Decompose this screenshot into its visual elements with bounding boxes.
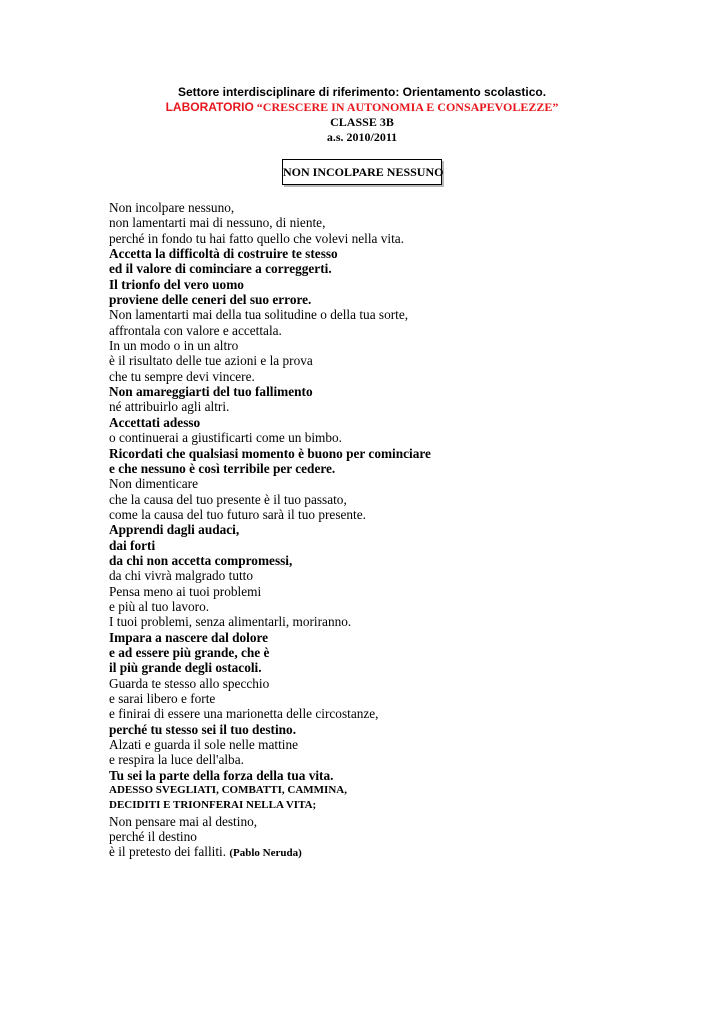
poem-line: Non incolpare nessuno, [109, 200, 235, 215]
poem-line: o continuerai a giustificarti come un bimbo. [109, 430, 343, 446]
poem-line: proviene delle ceneri del suo errore. [109, 292, 312, 308]
poem-body [109, 200, 709, 860]
poem-line: e che nessuno è così terribile per cedere. [109, 460, 336, 476]
poem-line: e finirai di essere una marionetta delle circostanze, [109, 706, 379, 722]
poem-line: ed il valore di cominciare a correggerti. [109, 261, 332, 277]
poem-line: che la causa del tuo presente è il tuo passato, [109, 491, 347, 507]
header-class: CLASSE 3B [330, 115, 394, 129]
poem-line: Non pensare mai al destino, [109, 813, 258, 829]
poem-line-text: è il pretesto dei falliti. [109, 844, 230, 860]
poem-line: Alzati e guarda il sole nelle mattine [109, 737, 299, 753]
poem-line: Non amareggiarti del tuo fallimento [109, 384, 313, 400]
poem-line: è il risultato delle tue azioni e la prova [109, 353, 313, 369]
poem-line: non lamentarti mai di nessuno, di niente, [109, 215, 326, 231]
header-lab-title: “CRESCERE IN AUTONOMIA E CONSAPEVOLEZZE” [256, 100, 559, 114]
poem-line: DECIDITI E TRIONFERAI NELLA VITA; [109, 799, 317, 812]
poem-line: In un modo o in un altro [109, 338, 239, 354]
poem-line: Il trionfo del vero uomo [109, 276, 244, 292]
poem-line: I tuoi problemi, senza alimentarli, moriranno. [109, 614, 352, 630]
poem-line: né attribuirlo agli altri. [109, 399, 230, 415]
document-header [0, 85, 724, 145]
poem-line: dai forti [109, 537, 156, 553]
poem-line: Tu sei la parte della forza della tua vita. [109, 767, 334, 783]
poem-line: affrontala con valore e accettala. [109, 322, 282, 338]
header-lab-prefix: LABORATORIO [165, 100, 254, 114]
poem-line: Apprendi dagli audaci, [109, 522, 240, 538]
poem-line: Ricordati che qualsiasi momento è buono per cominciare [109, 445, 431, 461]
poem-title: NON INCOLPARE NESSUNO [282, 159, 442, 185]
poem-line: Impara a nascere dal dolore [109, 629, 269, 645]
poem-line: da chi vivrà malgrado tutto [109, 568, 254, 584]
poem-signature: (Pablo Neruda) [229, 847, 302, 860]
poem-line: che tu sempre devi vincere. [109, 368, 255, 384]
poem-line: da chi non accetta compromessi, [109, 552, 293, 568]
poem-line: Accettati adesso [109, 414, 201, 430]
poem-line: Accetta la difficoltà di costruire te stesso [109, 246, 338, 262]
poem-line: Guarda te stesso allo specchio [109, 675, 270, 691]
poem-line: perché tu stesso sei il tuo destino. [109, 721, 297, 737]
poem-line: e ad essere più grande, che è [109, 644, 270, 660]
header-school-year: a.s. 2010/2011 [326, 130, 398, 144]
poem-line: e respira la luce dell'alba. [109, 752, 244, 768]
header-lab-line [0, 100, 724, 115]
poem-line: il più grande degli ostacoli. [109, 660, 262, 676]
poem-line: Pensa meno ai tuoi problemi [109, 583, 262, 599]
poem-line: perché in fondo tu hai fatto quello che volevi nella vita. [109, 230, 405, 246]
poem-line: come la causa del tuo futuro sarà il tuo presente. [109, 506, 366, 522]
poem-line: e più al tuo lavoro. [109, 598, 210, 614]
poem-line: perché il destino [109, 829, 197, 845]
poem-line: Non lamentarti mai della tua solitudine o della tua sorte, [109, 307, 409, 323]
poem-line: ADESSO SVEGLIATI, COMBATTI, CAMMINA, [109, 784, 347, 797]
poem-line: e sarai libero e forte [109, 691, 216, 706]
poem-line [109, 844, 709, 859]
header-subject-line: Settore interdisciplinare di riferimento: Orientamento scolastico. [177, 85, 547, 99]
poem-line: Non dimenticare [109, 476, 198, 492]
